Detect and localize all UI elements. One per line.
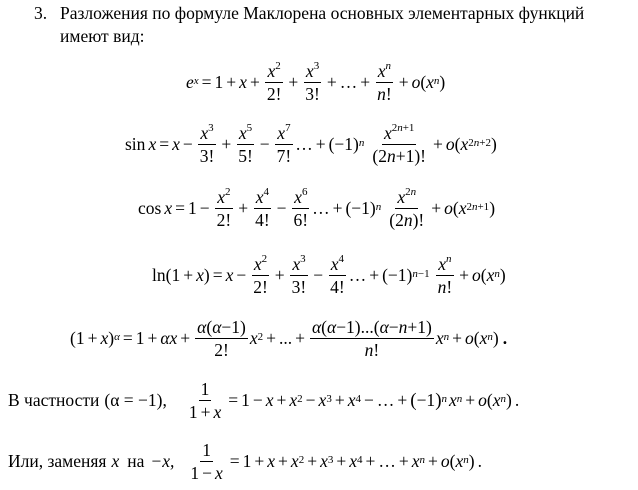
particular-case-prefix: В частности <box>8 390 100 411</box>
formula-sin: sin x = x − $\frac{x^3}{3!}$ + $\frac{x^5}{5!}$ − $\frac{x^7}{7!}$ … + (−1) $^n$ $\frac{x^{2n+1}}{(2n+1)!}$ + o ( x $^{2n +2}$ ) <box>125 122 497 167</box>
replacement-var: x <box>111 451 120 472</box>
formula-ln: ln(1 + x ) = x − $\frac{x^2}{2!}$ + $\frac{x^3}{3!}$ − $\frac{x^4}{4!}$ … + (−1) $^{n -1}$ $\frac{x^n}{n!}$ + o ( x $^n$ ) <box>152 253 506 298</box>
particular-case-condition: (α = −1), <box>104 390 167 411</box>
replacement-value: −x, <box>150 451 175 472</box>
formula-cos: cos x = 1 − $\frac{x^2}{2!}$ + $\frac{x^4}{4!}$ − $\frac{x^6}{6!}$ … + (−1) $^n$ $\frac{x^{2n}}{(2n)!}$ + o ( x $^{2n +1}$ ) <box>138 186 496 231</box>
replacement-middle: на <box>127 451 145 472</box>
formula-binomial: (1 + x ) $^\alpha$ = 1 + αx + $\frac{\alpha(\alpha-1)}{2!}$ x $^2$ + ... + $\frac{\alpha(\alpha-1)...(\alpha-n+1)}{n!}$ x $^n$ + o ( x $^n$ ) . <box>70 317 508 361</box>
formula-exp: e $^x$ = 1 + x + $\frac{x^2}{2!}$ + $\frac{x^3}{3!}$ + … + $\frac{x^n}{n!}$ + o ( x $^n$ ) <box>186 60 446 105</box>
heading-line-1: Разложения по формуле Маклорена основных элементарных функций <box>60 3 585 23</box>
heading-line-2: имеют вид: <box>60 26 145 46</box>
particular-case-line: В частности (α = −1), $\frac{1}{1 + x}$ = 1 − x + x $^2$ − x $^3$ + x $^4$ − … + ( −1 ) $^n$ x $^n$ + o ( x $^n$ ) . <box>8 379 520 423</box>
replacement-prefix: Или, заменяя <box>8 451 107 472</box>
item-number: 3. <box>34 3 48 23</box>
replacement-line: Или, заменяя x на −x, $\frac{1}{1 - x}$ = 1 + x + x $^2$ + x $^3$ + x $^4$ + … + x $^n$ + o ( x $^n$ ) . <box>8 440 482 484</box>
